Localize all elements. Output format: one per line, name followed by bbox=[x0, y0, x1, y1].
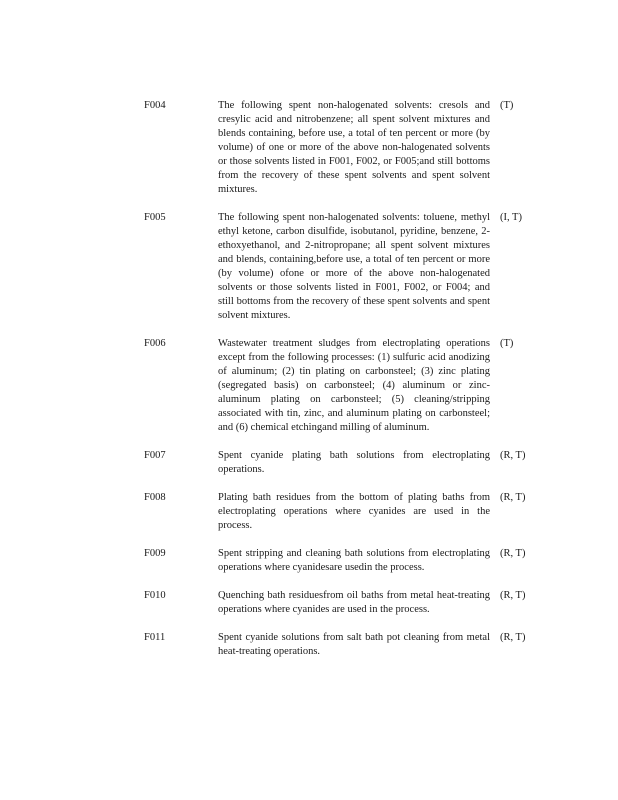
waste-description: Quenching bath residuesfrom oil baths from metal heat-treating operations where cyanides are used in the process. bbox=[218, 590, 490, 615]
table-row bbox=[144, 337, 534, 435]
waste-description: Spent cyanide solutions from salt bath pot cleaning from metal heat-treating operations. bbox=[218, 632, 490, 657]
hazardous-waste-table bbox=[144, 99, 534, 673]
waste-code: F011 bbox=[144, 632, 166, 643]
waste-description: The following spent non-halogenated solvents: toluene, methyl ethyl ketone, carbon disulfide, isobutanol, pyridine, benzene, 2-ethoxyethanol, and 2-nitropropane; all spent solvent mixtures and blends, containing,before use, a total of ten percent or more (by volume) ofone or more of the above non-halogenated solvents or those solvents listed in F001, F002, or F004; and still bottoms from the recovery of these spent solvents and spent solvent mixtures. bbox=[218, 212, 490, 321]
waste-description: Plating bath residues from the bottom of plating baths from electroplating operations where cyanides are used in the process. bbox=[218, 492, 490, 531]
waste-code: F008 bbox=[144, 492, 166, 503]
waste-code: F009 bbox=[144, 548, 166, 559]
table-row bbox=[144, 99, 534, 197]
table-row bbox=[144, 589, 534, 617]
hazard-code: (R, T) bbox=[500, 492, 526, 503]
table-row bbox=[144, 631, 534, 659]
hazard-code: (T) bbox=[500, 338, 514, 349]
waste-code: F006 bbox=[144, 338, 166, 349]
waste-code: F004 bbox=[144, 100, 166, 111]
hazard-code: (R, T) bbox=[500, 450, 526, 461]
waste-code: F007 bbox=[144, 450, 166, 461]
table-row bbox=[144, 491, 534, 533]
waste-code: F005 bbox=[144, 212, 166, 223]
hazard-code: (T) bbox=[500, 100, 514, 111]
table-row bbox=[144, 449, 534, 477]
table-row bbox=[144, 547, 534, 575]
waste-description: Wastewater treatment sludges from electroplating operations except from the following processes: (1) sulfuric acid anodizing of aluminum; (2) tin plating on carbonsteel; (3) zinc plating (segregated basis) on carbonsteel; (4) aluminum or zinc-aluminum plating on carbonsteel; (5) cleaning/stripping associated with tin, zinc, and aluminum plating on carbonsteel; and (6) chemical etchingand milling of aluminum. bbox=[218, 338, 490, 433]
hazard-code: (I, T) bbox=[500, 212, 522, 223]
waste-description: Spent stripping and cleaning bath solutions from electroplating operations where cyanidesare usedin the process. bbox=[218, 548, 490, 573]
hazard-code: (R, T) bbox=[500, 632, 526, 643]
hazard-code: (R, T) bbox=[500, 548, 526, 559]
waste-description: The following spent non-halogenated solvents: cresols and cresylic acid and nitrobenzene; all spent solvent mixtures and blends containing, before use, a total of ten percent or more (by volume) of one or more of the above non-halogenated solvents or those solvents listed in F001, F002, or F005;and still bottoms from the recovery of these spent solvents and spent solvent mixtures. bbox=[218, 100, 490, 195]
waste-description: Spent cyanide plating bath solutions from electroplating operations. bbox=[218, 450, 490, 475]
waste-code: F010 bbox=[144, 590, 166, 601]
hazard-code: (R, T) bbox=[500, 590, 526, 601]
table-row bbox=[144, 211, 534, 323]
